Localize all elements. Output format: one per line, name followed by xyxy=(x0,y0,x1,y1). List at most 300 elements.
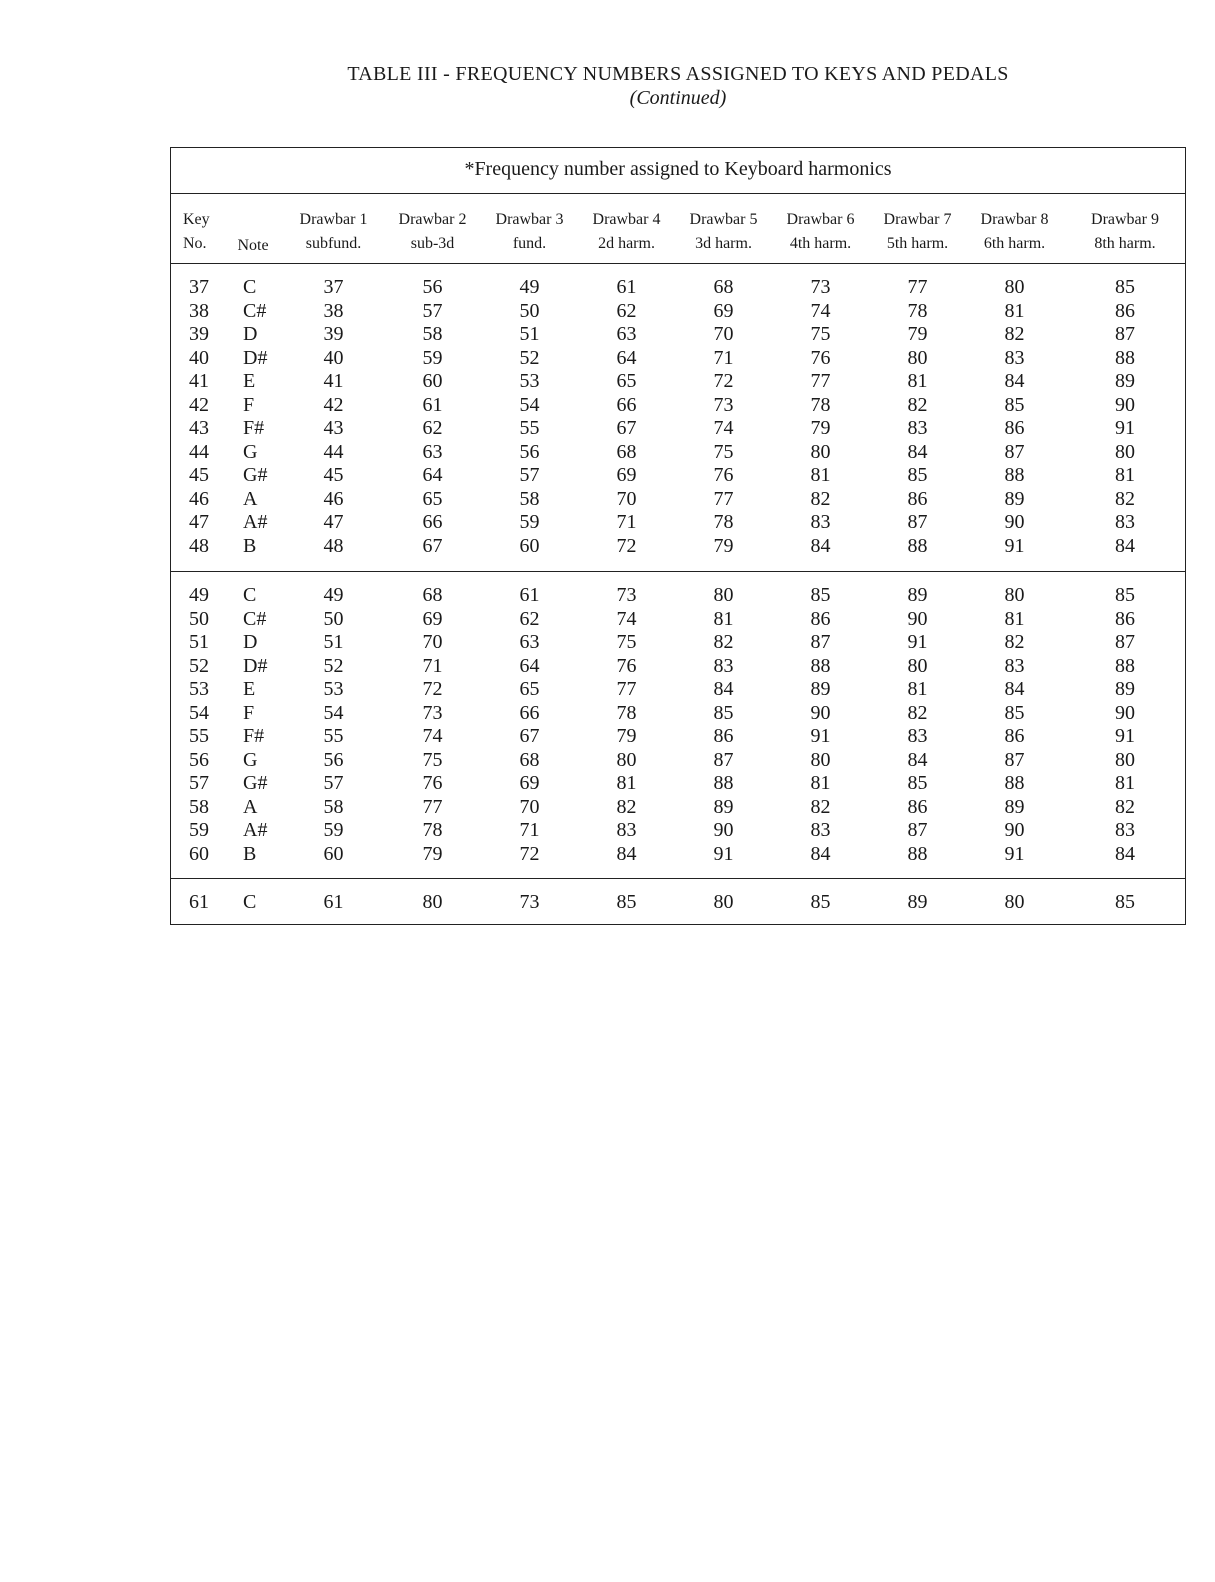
drawbar-6-cell: 80 xyxy=(810,440,831,463)
drawbar-3-cell: 57 xyxy=(519,464,540,486)
drawbar-2-cell: 56 xyxy=(422,276,443,298)
drawbar-7-cell: 90 xyxy=(907,607,928,630)
drawbar-6-cell: 82 xyxy=(810,795,831,818)
drawbar-3-cell: 66 xyxy=(519,701,540,724)
drawbar-2-cell: 69 xyxy=(422,607,443,630)
drawbar-3-cell: 56 xyxy=(519,440,540,463)
drawbar-8-cell: 85 xyxy=(1004,701,1025,724)
key-no-cell: 51 xyxy=(189,631,209,653)
drawbar-5-cell: 68 xyxy=(713,276,734,298)
drawbar-4-cell: 63 xyxy=(616,323,637,345)
table-row xyxy=(171,584,1185,608)
drawbar-7-cell: 86 xyxy=(907,487,928,510)
drawbar-7-cell: 87 xyxy=(907,511,928,533)
drawbar-7-cell: 81 xyxy=(907,678,928,700)
drawbar-2-cell: 58 xyxy=(422,323,443,345)
divider xyxy=(171,263,1185,264)
note-cell: D# xyxy=(243,346,268,369)
drawbar-8-cell: 82 xyxy=(1004,323,1025,345)
table-title: TABLE III - FREQUENCY NUMBERS ASSIGNED TO KEYS AND PEDALS xyxy=(347,63,1009,85)
drawbar-8-cell: 90 xyxy=(1004,511,1025,533)
drawbar-2-cell: 64 xyxy=(422,464,443,486)
note-cell: G# xyxy=(243,464,268,486)
drawbar-5-cell: 82 xyxy=(713,631,734,653)
drawbar-6-cell: 88 xyxy=(810,654,831,677)
header-line2: 6th harm. xyxy=(983,235,1046,252)
header-line1: Drawbar 5 xyxy=(689,211,758,228)
drawbar-3-cell: 49 xyxy=(519,276,540,298)
drawbar-8-cell: 80 xyxy=(1004,584,1025,606)
table-row xyxy=(171,347,1185,371)
header-line1: Drawbar 9 xyxy=(1091,211,1159,228)
drawbar-3-cell: 60 xyxy=(519,534,540,557)
drawbar-8-cell: 87 xyxy=(1004,440,1025,463)
key-no-cell: 46 xyxy=(189,487,209,510)
drawbar-2-cell: 76 xyxy=(422,772,443,794)
drawbar-6-cell: 75 xyxy=(810,323,831,345)
drawbar-9-cell: 83 xyxy=(1115,819,1135,841)
drawbar-3-cell: 72 xyxy=(519,842,540,865)
header-note xyxy=(223,208,283,258)
header-drawbar-3 xyxy=(481,208,578,258)
drawbar-7-cell: 82 xyxy=(907,701,928,724)
drawbar-3-cell: 61 xyxy=(519,584,540,606)
drawbar-2-cell: 66 xyxy=(422,511,443,533)
drawbar-8-cell: 88 xyxy=(1004,464,1025,486)
drawbar-2-cell: 79 xyxy=(422,842,443,865)
header-drawbar-6 xyxy=(772,208,869,258)
drawbar-4-cell: 62 xyxy=(616,299,637,322)
drawbar-4-cell: 71 xyxy=(616,511,637,533)
drawbar-8-cell: 82 xyxy=(1004,631,1025,653)
drawbar-8-cell: 91 xyxy=(1004,534,1025,557)
header-drawbar-7 xyxy=(869,208,966,258)
drawbar-1-cell: 60 xyxy=(323,842,344,865)
key-no-cell: 57 xyxy=(189,772,209,794)
drawbar-5-cell: 80 xyxy=(713,584,734,606)
note-cell: A# xyxy=(243,511,268,533)
table-row xyxy=(171,819,1185,843)
key-no-cell: 42 xyxy=(189,393,209,416)
drawbar-7-cell: 78 xyxy=(907,299,928,322)
drawbar-8-cell: 86 xyxy=(1004,725,1025,747)
drawbar-9-cell: 87 xyxy=(1115,631,1135,653)
drawbar-9-cell: 91 xyxy=(1115,417,1135,439)
header-line2: 4th harm. xyxy=(789,235,852,252)
header-line1: Drawbar 2 xyxy=(398,211,467,228)
drawbar-9-cell: 85 xyxy=(1115,584,1135,606)
drawbar-1-cell: 50 xyxy=(323,607,344,630)
drawbar-1-cell: 51 xyxy=(323,631,344,653)
key-no-cell: 38 xyxy=(189,299,209,322)
drawbar-6-cell: 85 xyxy=(810,891,831,913)
title-block xyxy=(170,62,1186,110)
table-row xyxy=(171,891,1185,915)
note-cell: D# xyxy=(243,654,268,677)
note-cell: D xyxy=(243,323,258,345)
header-line2: 2d harm. xyxy=(598,235,655,252)
drawbar-5-cell: 88 xyxy=(713,772,734,794)
drawbar-5-cell: 90 xyxy=(713,819,734,841)
drawbar-5-cell: 89 xyxy=(713,795,734,818)
drawbar-8-cell: 81 xyxy=(1004,299,1025,322)
drawbar-9-cell: 81 xyxy=(1115,464,1135,486)
drawbar-4-cell: 77 xyxy=(616,678,637,700)
drawbar-2-cell: 60 xyxy=(422,370,443,392)
note-cell: F# xyxy=(243,417,265,439)
drawbar-5-cell: 74 xyxy=(713,417,734,439)
drawbar-2-cell: 70 xyxy=(422,631,443,653)
table-row xyxy=(171,370,1185,394)
table-row xyxy=(171,417,1185,441)
drawbar-4-cell: 85 xyxy=(616,891,637,913)
drawbar-1-cell: 53 xyxy=(323,678,344,700)
drawbar-7-cell: 87 xyxy=(907,819,928,841)
key-no-cell: 41 xyxy=(189,370,209,392)
key-no-cell: 55 xyxy=(189,725,209,747)
table-row xyxy=(171,749,1185,773)
drawbar-6-cell: 84 xyxy=(810,842,831,865)
drawbar-2-cell: 75 xyxy=(422,748,443,771)
drawbar-4-cell: 69 xyxy=(616,464,637,486)
drawbar-3-cell: 67 xyxy=(519,725,540,747)
key-no-cell: 60 xyxy=(189,842,209,865)
drawbar-7-cell: 88 xyxy=(907,534,928,557)
drawbar-2-cell: 74 xyxy=(422,725,443,747)
key-no-cell: 43 xyxy=(189,417,209,439)
drawbar-1-cell: 43 xyxy=(323,417,344,439)
drawbar-5-cell: 70 xyxy=(713,323,734,345)
table-row xyxy=(171,488,1185,512)
drawbar-1-cell: 54 xyxy=(323,701,344,724)
note-cell: C xyxy=(243,584,257,606)
table-row xyxy=(171,631,1185,655)
drawbar-1-cell: 58 xyxy=(323,795,344,818)
table-row xyxy=(171,441,1185,465)
note-cell: A xyxy=(243,487,258,510)
drawbar-7-cell: 89 xyxy=(907,584,928,606)
key-no-cell: 49 xyxy=(189,584,209,606)
drawbar-3-cell: 68 xyxy=(519,748,540,771)
note-cell: C xyxy=(243,891,257,913)
drawbar-7-cell: 89 xyxy=(907,891,928,913)
drawbar-3-cell: 52 xyxy=(519,346,540,369)
divider xyxy=(171,878,1185,879)
drawbar-1-cell: 37 xyxy=(323,276,344,298)
header-line2: 3d harm. xyxy=(695,235,752,252)
drawbar-3-cell: 65 xyxy=(519,678,540,700)
drawbar-6-cell: 85 xyxy=(810,584,831,606)
drawbar-5-cell: 86 xyxy=(713,725,734,747)
drawbar-6-cell: 83 xyxy=(810,819,831,841)
drawbar-2-cell: 78 xyxy=(422,819,443,841)
drawbar-7-cell: 91 xyxy=(907,631,928,653)
table-row xyxy=(171,464,1185,488)
drawbar-1-cell: 38 xyxy=(323,299,344,322)
key-no-cell: 47 xyxy=(189,511,209,533)
drawbar-7-cell: 84 xyxy=(907,440,928,463)
header-drawbar-9 xyxy=(1063,208,1187,258)
drawbar-6-cell: 84 xyxy=(810,534,831,557)
header-line2: subfund. xyxy=(305,235,362,252)
drawbar-3-cell: 63 xyxy=(519,631,540,653)
drawbar-3-cell: 55 xyxy=(519,417,540,439)
drawbar-3-cell: 58 xyxy=(519,487,540,510)
drawbar-9-cell: 80 xyxy=(1115,440,1135,463)
drawbar-1-cell: 57 xyxy=(323,772,344,794)
drawbar-9-cell: 88 xyxy=(1115,654,1135,677)
drawbar-7-cell: 77 xyxy=(907,276,928,298)
drawbar-6-cell: 81 xyxy=(810,464,831,486)
note-cell: B xyxy=(243,842,257,865)
drawbar-5-cell: 71 xyxy=(713,346,734,369)
drawbar-9-cell: 90 xyxy=(1115,701,1135,724)
drawbar-8-cell: 80 xyxy=(1004,276,1025,298)
note-cell: C# xyxy=(243,299,267,322)
drawbar-8-cell: 87 xyxy=(1004,748,1025,771)
note-cell: B xyxy=(243,534,257,557)
key-no-cell: 37 xyxy=(189,276,209,298)
drawbar-8-cell: 81 xyxy=(1004,607,1025,630)
drawbar-6-cell: 81 xyxy=(810,772,831,794)
drawbar-6-cell: 86 xyxy=(810,607,831,630)
drawbar-7-cell: 79 xyxy=(907,323,928,345)
drawbar-5-cell: 87 xyxy=(713,748,734,771)
divider xyxy=(171,571,1185,572)
header-line2: Note xyxy=(237,237,269,254)
drawbar-4-cell: 82 xyxy=(616,795,637,818)
drawbar-5-cell: 81 xyxy=(713,607,734,630)
drawbar-4-cell: 72 xyxy=(616,534,637,557)
note-cell: F xyxy=(243,701,255,724)
drawbar-4-cell: 76 xyxy=(616,654,637,677)
drawbar-6-cell: 89 xyxy=(810,678,831,700)
drawbar-6-cell: 77 xyxy=(810,370,831,392)
drawbar-2-cell: 61 xyxy=(422,393,443,416)
drawbar-5-cell: 85 xyxy=(713,701,734,724)
drawbar-4-cell: 75 xyxy=(616,631,637,653)
drawbar-5-cell: 79 xyxy=(713,534,734,557)
key-no-cell: 50 xyxy=(189,607,209,630)
key-no-cell: 56 xyxy=(189,748,209,771)
table-subtitle: (Continued) xyxy=(629,87,727,109)
drawbar-5-cell: 78 xyxy=(713,511,734,533)
header-line1: Drawbar 4 xyxy=(592,211,661,228)
drawbar-7-cell: 86 xyxy=(907,795,928,818)
drawbar-7-cell: 84 xyxy=(907,748,928,771)
drawbar-4-cell: 79 xyxy=(616,725,637,747)
drawbar-1-cell: 40 xyxy=(323,346,344,369)
drawbar-9-cell: 84 xyxy=(1115,534,1135,557)
drawbar-8-cell: 90 xyxy=(1004,819,1025,841)
drawbar-1-cell: 52 xyxy=(323,654,344,677)
drawbar-6-cell: 90 xyxy=(810,701,831,724)
drawbar-9-cell: 84 xyxy=(1115,842,1135,865)
drawbar-5-cell: 77 xyxy=(713,487,734,510)
drawbar-1-cell: 48 xyxy=(323,534,344,557)
drawbar-8-cell: 84 xyxy=(1004,678,1025,700)
drawbar-9-cell: 91 xyxy=(1115,725,1135,747)
drawbar-2-cell: 63 xyxy=(422,440,443,463)
drawbar-1-cell: 42 xyxy=(323,393,344,416)
header-line2: 5th harm. xyxy=(886,235,949,252)
drawbar-4-cell: 64 xyxy=(616,346,637,369)
drawbar-5-cell: 69 xyxy=(713,299,734,322)
header-line1: Drawbar 6 xyxy=(786,211,855,228)
header-key-no xyxy=(171,208,223,258)
key-no-cell: 44 xyxy=(189,440,209,463)
header-line2: sub-3d xyxy=(410,235,455,252)
drawbar-4-cell: 78 xyxy=(616,701,637,724)
drawbar-8-cell: 80 xyxy=(1004,891,1025,913)
drawbar-3-cell: 50 xyxy=(519,299,540,322)
drawbar-4-cell: 70 xyxy=(616,487,637,510)
drawbar-4-cell: 81 xyxy=(616,772,637,794)
drawbar-4-cell: 68 xyxy=(616,440,637,463)
drawbar-5-cell: 76 xyxy=(713,464,734,486)
drawbar-8-cell: 83 xyxy=(1004,654,1025,677)
header-line1: Drawbar 7 xyxy=(883,211,952,228)
drawbar-9-cell: 90 xyxy=(1115,393,1135,416)
key-no-cell: 40 xyxy=(189,346,209,369)
note-cell: F# xyxy=(243,725,265,747)
drawbar-8-cell: 89 xyxy=(1004,487,1025,510)
drawbar-9-cell: 80 xyxy=(1115,748,1135,771)
drawbar-9-cell: 83 xyxy=(1115,511,1135,533)
drawbar-3-cell: 53 xyxy=(519,370,540,392)
drawbar-5-cell: 84 xyxy=(713,678,734,700)
note-cell: C# xyxy=(243,607,267,630)
drawbar-2-cell: 80 xyxy=(422,891,443,913)
drawbar-5-cell: 91 xyxy=(713,842,734,865)
drawbar-1-cell: 46 xyxy=(323,487,344,510)
table-row xyxy=(171,678,1185,702)
drawbar-1-cell: 61 xyxy=(323,891,344,913)
drawbar-5-cell: 75 xyxy=(713,440,734,463)
drawbar-5-cell: 80 xyxy=(713,891,734,913)
drawbar-3-cell: 64 xyxy=(519,654,540,677)
key-no-cell: 59 xyxy=(189,819,209,841)
drawbar-3-cell: 51 xyxy=(519,323,540,345)
drawbar-3-cell: 69 xyxy=(519,772,540,794)
drawbar-1-cell: 47 xyxy=(323,511,344,533)
drawbar-9-cell: 85 xyxy=(1115,276,1135,298)
table-row xyxy=(171,725,1185,749)
table-row xyxy=(171,655,1185,679)
drawbar-1-cell: 56 xyxy=(323,748,344,771)
drawbar-1-cell: 44 xyxy=(323,440,344,463)
table-row xyxy=(171,394,1185,418)
drawbar-5-cell: 73 xyxy=(713,393,734,416)
drawbar-8-cell: 86 xyxy=(1004,417,1025,439)
drawbar-6-cell: 74 xyxy=(810,299,831,322)
divider xyxy=(171,193,1185,194)
drawbar-4-cell: 66 xyxy=(616,393,637,416)
note-cell: A# xyxy=(243,819,268,841)
header-drawbar-4 xyxy=(578,208,675,258)
drawbar-8-cell: 89 xyxy=(1004,795,1025,818)
drawbar-6-cell: 80 xyxy=(810,748,831,771)
note-cell: F xyxy=(243,393,255,416)
header-line1: Drawbar 3 xyxy=(495,211,564,228)
table-row xyxy=(171,796,1185,820)
drawbar-7-cell: 82 xyxy=(907,393,928,416)
drawbar-2-cell: 62 xyxy=(422,417,443,439)
table-row xyxy=(171,535,1185,559)
drawbar-2-cell: 57 xyxy=(422,299,443,322)
drawbar-8-cell: 84 xyxy=(1004,370,1025,392)
drawbar-8-cell: 91 xyxy=(1004,842,1025,865)
drawbar-8-cell: 83 xyxy=(1004,346,1025,369)
drawbar-6-cell: 79 xyxy=(810,417,831,439)
drawbar-8-cell: 85 xyxy=(1004,393,1025,416)
drawbar-1-cell: 41 xyxy=(323,370,344,392)
drawbar-4-cell: 84 xyxy=(616,842,637,865)
drawbar-6-cell: 73 xyxy=(810,276,831,298)
drawbar-7-cell: 85 xyxy=(907,464,928,486)
header-line1: Key xyxy=(183,211,210,228)
drawbar-1-cell: 55 xyxy=(323,725,344,747)
drawbar-3-cell: 59 xyxy=(519,511,540,533)
table-row xyxy=(171,276,1185,300)
key-no-cell: 54 xyxy=(189,701,209,724)
drawbar-9-cell: 82 xyxy=(1115,487,1135,510)
key-no-cell: 48 xyxy=(189,534,209,557)
drawbar-1-cell: 45 xyxy=(323,464,344,486)
key-no-cell: 39 xyxy=(189,323,209,345)
header-line2: 8th harm. xyxy=(1094,235,1156,252)
drawbar-2-cell: 59 xyxy=(422,346,443,369)
note-cell: C xyxy=(243,276,257,298)
drawbar-9-cell: 89 xyxy=(1115,678,1135,700)
drawbar-4-cell: 67 xyxy=(616,417,637,439)
drawbar-7-cell: 83 xyxy=(907,417,928,439)
frequency-table xyxy=(170,147,1186,925)
drawbar-4-cell: 74 xyxy=(616,607,637,630)
drawbar-4-cell: 80 xyxy=(616,748,637,771)
note-cell: E xyxy=(243,370,256,392)
table-row xyxy=(171,772,1185,796)
header-line2: No. xyxy=(183,235,207,252)
drawbar-1-cell: 59 xyxy=(323,819,344,841)
header-drawbar-1 xyxy=(283,208,384,258)
drawbar-5-cell: 72 xyxy=(713,370,734,392)
drawbar-6-cell: 87 xyxy=(810,631,831,653)
drawbar-4-cell: 73 xyxy=(616,584,637,606)
note-cell: G xyxy=(243,748,258,771)
drawbar-4-cell: 83 xyxy=(616,819,637,841)
drawbar-9-cell: 88 xyxy=(1115,346,1135,369)
drawbar-5-cell: 83 xyxy=(713,654,734,677)
drawbar-6-cell: 91 xyxy=(810,725,831,747)
drawbar-7-cell: 85 xyxy=(907,772,928,794)
drawbar-9-cell: 82 xyxy=(1115,795,1135,818)
note-cell: D xyxy=(243,631,258,653)
drawbar-7-cell: 80 xyxy=(907,654,928,677)
drawbar-4-cell: 61 xyxy=(616,276,637,298)
drawbar-3-cell: 54 xyxy=(519,393,540,416)
header-drawbar-2 xyxy=(384,208,481,258)
table-row xyxy=(171,300,1185,324)
drawbar-6-cell: 82 xyxy=(810,487,831,510)
drawbar-9-cell: 85 xyxy=(1115,891,1135,913)
drawbar-1-cell: 39 xyxy=(323,323,344,345)
note-cell: A xyxy=(243,795,258,818)
drawbar-3-cell: 73 xyxy=(519,891,540,913)
key-no-cell: 53 xyxy=(189,678,209,700)
drawbar-6-cell: 83 xyxy=(810,511,831,533)
drawbar-6-cell: 78 xyxy=(810,393,831,416)
